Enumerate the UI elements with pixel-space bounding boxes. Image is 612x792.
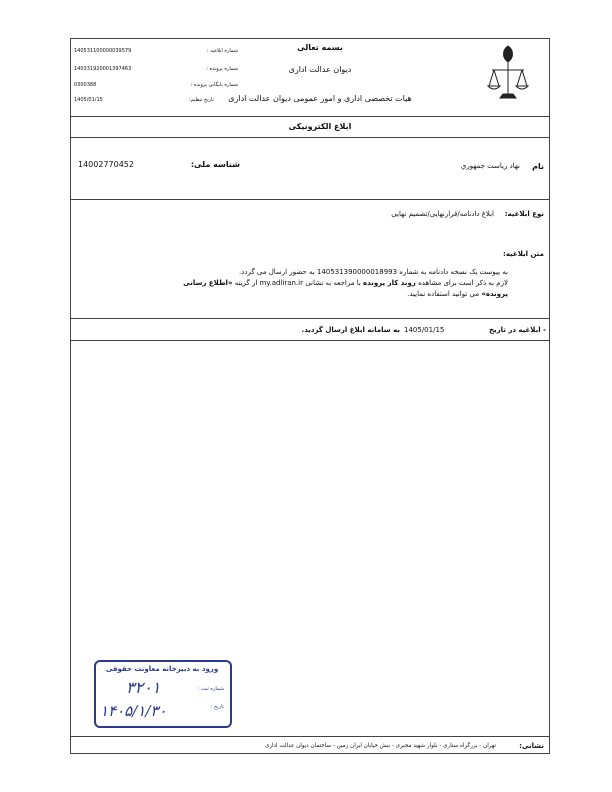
address-label: نشانی:	[519, 742, 544, 750]
stamp-date-value: ۱۴۰۵/۱/۳۰	[100, 702, 167, 720]
archive-number: 0300388	[74, 82, 97, 88]
document-frame	[70, 38, 550, 754]
case-number-label: شماره پرونده :	[206, 66, 238, 72]
notice-type-label: نوع ابلاغیه:	[504, 210, 544, 218]
notice-text-line-3-bold: پرونده»	[481, 290, 508, 298]
case-number: 140331920001397463	[74, 66, 132, 72]
registry-stamp	[94, 660, 232, 728]
stamp-reg-label: شماره ثبت :	[197, 686, 224, 692]
notice-text-line-3	[160, 290, 508, 298]
prepared-date: 1405/01/15	[74, 97, 103, 103]
stamp-reg-value: ۳۲۰۱	[126, 678, 161, 697]
notice-text-line-3-b: می توانید استفاده نمایید.	[407, 290, 480, 298]
delivery-label: - ابلاغیه در تاریخ	[488, 326, 546, 334]
notice-text-line-2-bold: روند کار پرونده	[363, 279, 416, 287]
address-text: تهران - بزرگراه ستاری - بلوار شهید مخبری - نبش خیابان ایران زمین - ساختمان دیوان عدالت اداری	[264, 743, 496, 749]
recipient-name: نهاد رياست جمهوري	[460, 162, 520, 170]
basmala: بسمه تعالی	[297, 43, 343, 52]
recipient-name-label: نام	[532, 162, 544, 171]
stamp-date-label: تاریخ :	[210, 704, 224, 710]
notice-text-line-2-b: با مراجعه به نشانی my.adliran.ir از گزینه	[234, 279, 361, 287]
notice-number-label: شماره ابلاغیه :	[206, 48, 238, 54]
notice-text-line-2-a: لازم به ذکر است برای مشاهده	[418, 279, 508, 287]
document-title: ابلاغ الکترونیکی	[288, 122, 352, 131]
notice-number: 140531100000039579	[74, 48, 132, 54]
delivery-suffix: به سامانه ابلاغ ارسال گردید.	[301, 326, 400, 334]
notice-text-line-2	[160, 279, 508, 287]
court-name: دیوان عدالت اداری	[288, 65, 352, 74]
notice-type-value: ابلاغ دادنامه/قرارنهایی/تصمیم نهایی	[391, 210, 494, 218]
archive-number-label: شماره بایگانی پرونده :	[190, 82, 238, 88]
notice-text-line-1: به پیوست یک نسخه دادنامه به شماره 140531390000018993 به حضور ارسال می گردد.	[239, 268, 508, 276]
notice-text-line-2-bold2: «اطلاع رسانی	[183, 279, 233, 287]
delivery-date: 1405/01/15	[404, 326, 445, 334]
national-id: 14002770452	[78, 160, 134, 169]
stamp-title: ورود به دبیرخانه معاونت حقوقی	[105, 665, 219, 673]
national-id-label: شناسه ملی:	[190, 160, 240, 169]
notice-text-label: متن ابلاغیه:	[503, 250, 544, 258]
board-name: هیات تخصصی اداری و امور عمومی دیوان عدالت اداری	[228, 94, 412, 103]
prepared-date-label: تاریخ تنظیم:	[188, 97, 214, 103]
emblem-scales-icon	[486, 42, 530, 106]
